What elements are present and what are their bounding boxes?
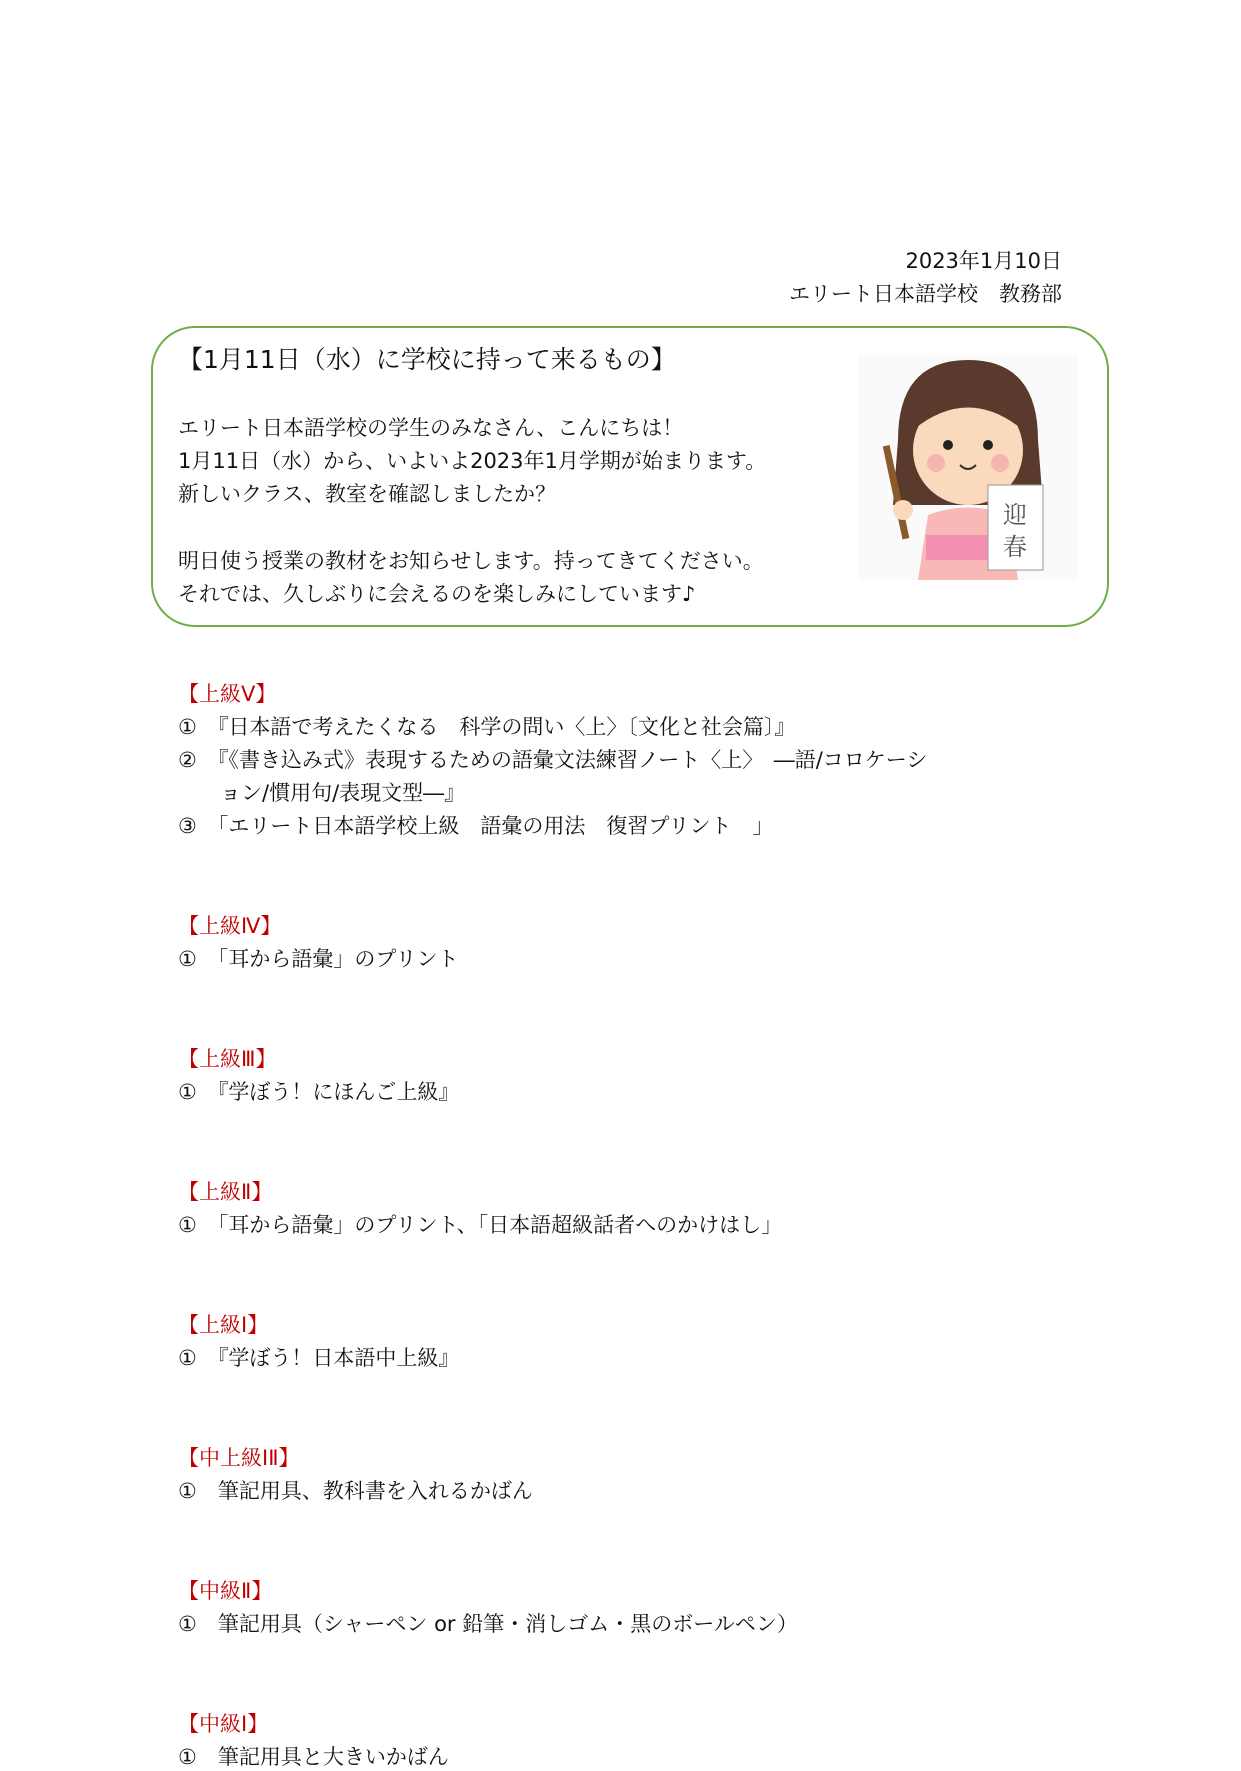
material-item: ① 筆記用具と大きいかばん <box>178 1745 449 1769</box>
notice-line: 明日使う授業の教材をお知らせします。持ってきてください。 <box>178 549 764 573</box>
illustration-text-2: 春 <box>1003 533 1027 561</box>
section-title: 【上級Ⅴ】 <box>178 682 277 706</box>
notice-line: それでは、久しぶりに会えるのを楽しみにしています♪ <box>178 582 696 606</box>
notice-line: 1月11日（水）から、いよいよ2023年1月学期が始まります。 <box>178 449 767 473</box>
date: 2023年1月10日 <box>905 249 1062 273</box>
organization: エリート日本語学校 教務部 <box>789 282 1062 306</box>
material-item: ① 「耳から語彙」のプリント、「日本語超級話者へのかけはし」 <box>178 1213 783 1237</box>
material-item: ③ 「エリート日本語学校上級 語彙の用法 復習プリント 」 <box>178 814 774 838</box>
material-item: ① 筆記用具、教科書を入れるかばん <box>178 1479 533 1503</box>
material-item: ② 『《書き込み式》表現するための語彙文法練習ノート〈上〉 ―語/コロケーシ <box>178 748 928 772</box>
illustration-text-1: 迎 <box>1003 501 1027 529</box>
section-title: 【上級Ⅳ】 <box>178 914 282 938</box>
section-title: 【上級Ⅲ】 <box>178 1047 277 1071</box>
notice-line: 新しいクラス、教室を確認しましたか？ <box>178 482 556 506</box>
material-item: ① 『学ぼう！にほんご上級』 <box>178 1080 460 1104</box>
section-title: 【中級Ⅱ】 <box>178 1579 273 1603</box>
section-title: 【中級Ⅰ】 <box>178 1712 269 1736</box>
material-item: ① 筆記用具（シャーペン or 鉛筆・消しゴム・黒のボールペン） <box>178 1612 798 1636</box>
girl-illustration <box>858 355 1078 580</box>
notice-line: エリート日本語学校の学生のみなさん、こんにちは！ <box>178 416 684 440</box>
material-item: ① 「耳から語彙」のプリント <box>178 947 459 971</box>
notice-title: 【1月11日（水）に学校に持って来るもの】 <box>178 345 676 374</box>
section-title: 【中上級ⅠⅡ】 <box>178 1446 300 1470</box>
material-item: ① 『学ぼう！日本語中上級』 <box>178 1346 460 1370</box>
material-item: ① 『日本語で考えたくなる 科学の問い〈上〉〔文化と社会篇〕』 <box>178 715 796 739</box>
section-title: 【上級Ⅱ】 <box>178 1180 273 1204</box>
material-item: ョン/慣用句/表現文型―』 <box>178 781 466 805</box>
section-title: 【上級Ⅰ】 <box>178 1313 269 1337</box>
